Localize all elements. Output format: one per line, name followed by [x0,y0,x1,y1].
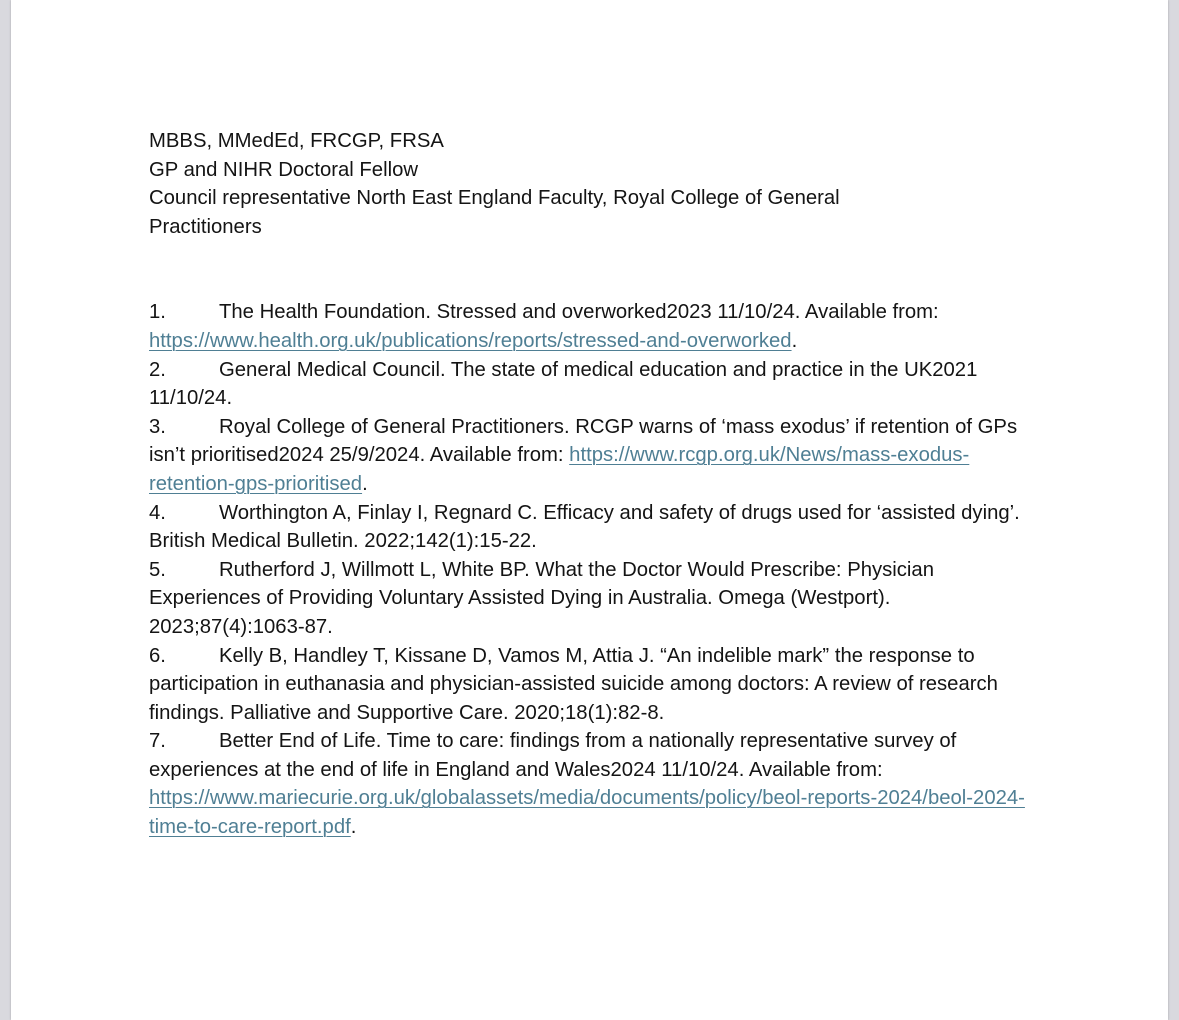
reference-item [149,556,1049,642]
author-credentials: MBBS, MMedEd, FRCGP, FRSA [149,130,444,152]
reference-text: Worthington A, Finlay I, Regnard C. Efficacy and safety of drugs used for ‘assisted dying’. British Medical Bulletin. 2022;142(1):15-22. [149,501,1020,553]
reference-text: General Medical Council. The state of medical education and practice in the UK2021 11/10/24. [149,358,978,410]
author-position: Council representative North East England Faculty, Royal College of General Practitioners [149,187,840,238]
reference-link[interactable]: https://www.rcgp.org.uk/News/mass-exodus-retention-gps-prioritised [149,444,970,495]
reference-number: 1. [149,301,166,324]
reference-item [149,413,1049,499]
reference-number: 5. [149,558,166,581]
author-role: GP and NIHR Doctoral Fellow [149,158,419,181]
reference-text: The Health Foundation. Stressed and overworked2023 11/10/24. Available from: [219,301,939,324]
reference-text: Kelly B, Handley T, Kissane D, Vamos M, Attia J. “An indelible mark” the response to participation in euthanasia and physician-assisted suicide among doctors: A review of research findings. Palliative and Supportive Care. 2020;18(1):82-8. [149,644,998,724]
reference-number: 7. [149,730,166,753]
reference-link[interactable]: https://www.mariecurie.org.uk/globalassets/media/documents/policy/beol-reports-2024/beol-2024-time-to-care-report.pdf [149,787,1025,839]
reference-link[interactable]: https://www.health.org.uk/publications/reports/stressed-and-overworked [149,329,792,352]
reference-end: . [350,816,357,839]
reference-end: . [791,329,798,352]
reference-item [149,727,1049,841]
author-signature-block [149,127,1049,241]
reference-end: . [362,472,368,495]
reference-list [149,298,1049,841]
reference-item [149,356,1049,413]
reference-text: Royal College of General Practitioners. RCGP warns of ‘mass exodus’ if retention of GPs isn’t prioritised2024 25/9/2024. Available from: [149,415,1018,467]
reference-number: 4. [149,501,166,524]
document-page [11,0,1168,1020]
reference-item [149,298,1049,355]
reference-number: 2. [149,358,166,381]
document-content [149,127,1049,842]
reference-text: Better End of Life. Time to care: findings from a nationally representative survey of experiences at the end of life in England and Wales2024 11/10/24. Available from: [149,730,957,781]
reference-item [149,642,1049,728]
reference-number: 3. [149,415,166,438]
reference-text: Rutherford J, Willmott L, White BP. What the Doctor Would Prescribe: Physician Experiences of Providing Voluntary Assisted Dying in Australia. Omega (Westport). 2023;87(4):1063-87. [149,558,934,638]
reference-number: 6. [149,644,166,667]
reference-item [149,499,1049,556]
